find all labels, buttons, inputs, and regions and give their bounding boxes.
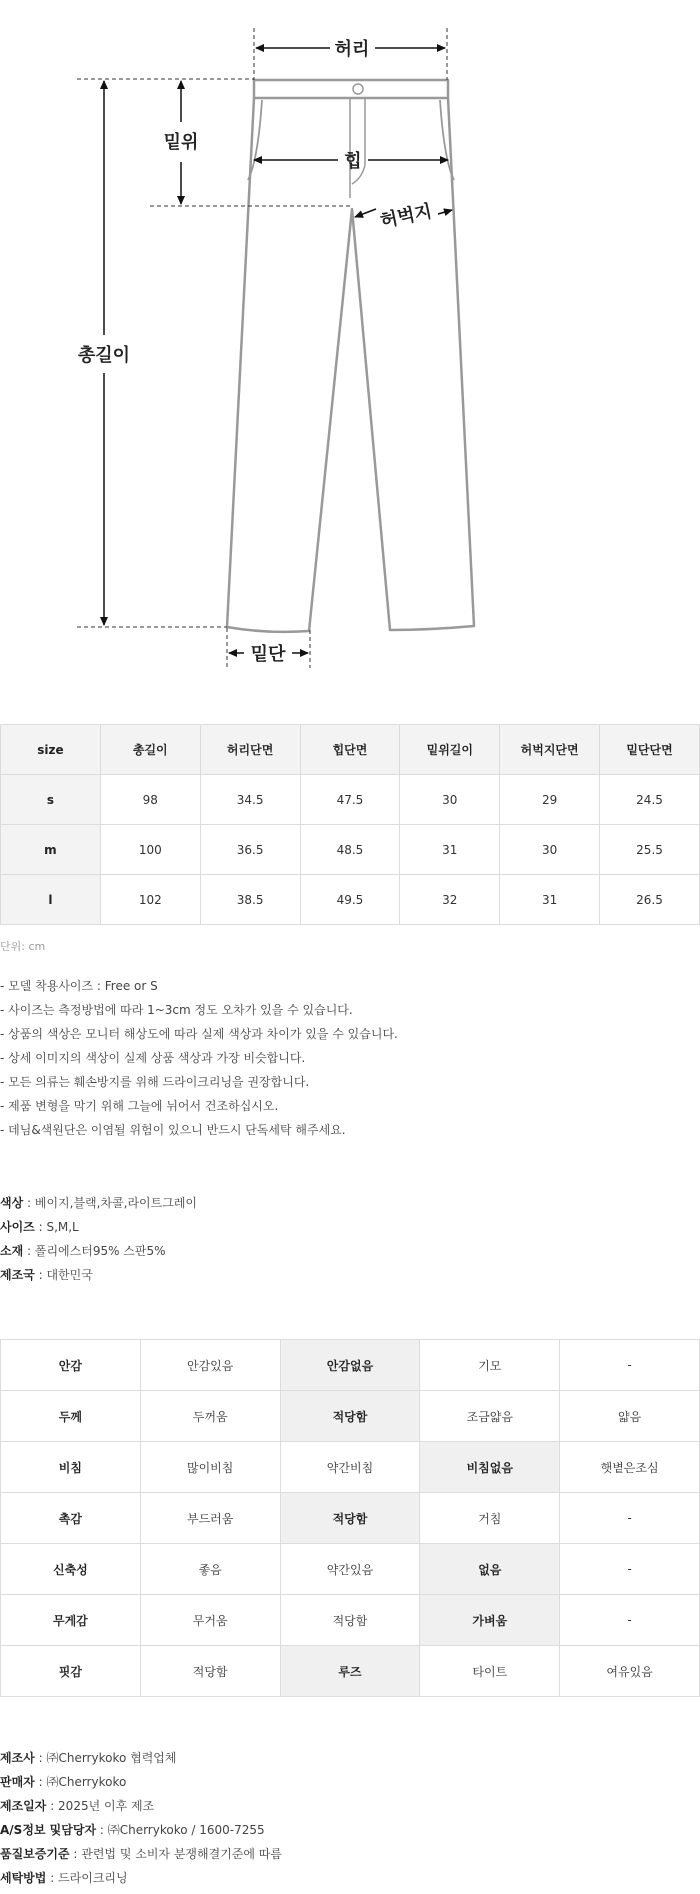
feel-category: 촉감	[1, 1493, 141, 1544]
spec-value: : S,M,L	[34, 1220, 79, 1234]
size-cell: 24.5	[600, 775, 700, 825]
feel-option: 기모	[420, 1340, 560, 1391]
feel-option-selected: 적당함	[280, 1493, 420, 1544]
info-maker	[0, 1750, 282, 1774]
table-row	[1, 775, 700, 825]
info-label: 제조사	[0, 1751, 35, 1765]
note-item: - 제품 변형을 막기 위해 그늘에 뉘어서 건조하십시오.	[0, 1099, 279, 1113]
label-total-length: 총길이	[77, 345, 131, 366]
size-header: 총길이	[100, 725, 200, 775]
feel-option: 부드러움	[140, 1493, 280, 1544]
label-hem: 밑단	[250, 644, 286, 665]
feel-option: 적당함	[140, 1646, 280, 1697]
feel-option: -	[560, 1340, 700, 1391]
feel-option-selected: 비침없음	[420, 1442, 560, 1493]
info-label: 제조일자	[0, 1799, 47, 1813]
feel-option-selected: 없음	[420, 1544, 560, 1595]
size-header: size	[1, 725, 101, 775]
fabric-feel-table	[0, 1339, 700, 1697]
size-cell: 34.5	[200, 775, 300, 825]
feel-option: 좋음	[140, 1544, 280, 1595]
info-quality	[0, 1846, 282, 1870]
feel-option: 햇볕은조심	[560, 1442, 700, 1493]
size-cell: 98	[100, 775, 200, 825]
table-row	[1, 1595, 700, 1646]
size-cell: 31	[500, 875, 600, 925]
feel-option: -	[560, 1595, 700, 1646]
feel-option: 무거움	[140, 1595, 280, 1646]
note-item: - 사이즈는 측정방법에 따라 1~3cm 정도 오차가 있을 수 있습니다.	[0, 1003, 353, 1017]
info-label: 세탁방법	[0, 1871, 47, 1885]
info-wash	[0, 1870, 282, 1894]
feel-category: 무게감	[1, 1595, 141, 1646]
pants-measurement-diagram	[0, 0, 700, 700]
feel-option: 얇음	[560, 1391, 700, 1442]
feel-option: 조금얇음	[420, 1391, 560, 1442]
label-rise: 밑위	[163, 132, 199, 153]
size-cell: 47.5	[300, 775, 400, 825]
size-header: 밑단단면	[600, 725, 700, 775]
note-item: - 모든 의류는 훼손방지를 위해 드라이크리닝을 권장합니다.	[0, 1075, 310, 1089]
size-name: s	[1, 775, 101, 825]
feel-category: 비침	[1, 1442, 141, 1493]
spec-value: : 폴리에스터95% 스판5%	[23, 1244, 166, 1258]
spec-size	[0, 1219, 197, 1243]
note-item: - 상품의 색상은 모니터 해상도에 따라 실제 색상과 차이가 있을 수 있습니다.	[0, 1027, 398, 1041]
table-row	[1, 875, 700, 925]
info-label: A/S정보 및담당자	[0, 1823, 97, 1837]
label-waist: 허리	[334, 39, 370, 60]
info-seller	[0, 1774, 282, 1798]
label-thigh: 허벅지	[378, 200, 434, 233]
spec-origin	[0, 1267, 197, 1291]
feel-category: 핏감	[1, 1646, 141, 1697]
table-row	[1, 1646, 700, 1697]
table-row	[1, 1442, 700, 1493]
feel-option: 적당함	[280, 1595, 420, 1646]
spec-color	[0, 1195, 197, 1219]
feel-option: 타이트	[420, 1646, 560, 1697]
spec-label: 제조국	[0, 1268, 35, 1282]
size-header: 허벅지단면	[500, 725, 600, 775]
size-cell: 29	[500, 775, 600, 825]
feel-category: 두께	[1, 1391, 141, 1442]
table-row	[1, 1493, 700, 1544]
table-row	[1, 1544, 700, 1595]
note-item: - 상세 이미지의 색상이 실제 상품 색상과 가장 비슷합니다.	[0, 1051, 306, 1065]
size-name: l	[1, 875, 101, 925]
feel-option-selected: 적당함	[280, 1391, 420, 1442]
size-cell: 30	[400, 775, 500, 825]
feel-option-selected: 가벼움	[420, 1595, 560, 1646]
table-row	[1, 1340, 700, 1391]
size-table	[0, 724, 700, 925]
info-value: : 드라이크리닝	[46, 1871, 128, 1885]
spec-value: : 대한민국	[34, 1268, 93, 1282]
size-cell: 26.5	[600, 875, 700, 925]
product-info	[0, 1750, 282, 1894]
size-header: 힙단면	[300, 725, 400, 775]
info-as	[0, 1822, 282, 1846]
spec-value: : 베이지,블랙,차콜,라이트그레이	[23, 1196, 197, 1210]
size-cell: 49.5	[300, 875, 400, 925]
feel-option-selected: 안감없음	[280, 1340, 420, 1391]
guide-lines	[77, 28, 447, 668]
size-name: m	[1, 825, 101, 875]
thigh-arrow-right	[438, 210, 452, 214]
table-row	[1, 1391, 700, 1442]
care-notes	[0, 978, 398, 1146]
size-cell: 32	[400, 875, 500, 925]
size-cell: 36.5	[200, 825, 300, 875]
note-item: - 데님&색원단은 이염될 위험이 있으니 반드시 단독세탁 해주세요.	[0, 1123, 346, 1137]
note-item: - 모델 착용사이즈 : Free or S	[0, 979, 158, 993]
info-value: : ㈜Cherrykoko 협력업체	[34, 1751, 177, 1765]
unit-note: 단위: cm	[0, 940, 46, 953]
spec-material	[0, 1243, 197, 1267]
info-label: 판매자	[0, 1775, 35, 1789]
size-header: 밑위길이	[400, 725, 500, 775]
size-cell: 31	[400, 825, 500, 875]
table-row	[1, 825, 700, 875]
feel-option: 두꺼움	[140, 1391, 280, 1442]
info-value: : ㈜Cherrykoko	[34, 1775, 127, 1789]
feel-category: 신축성	[1, 1544, 141, 1595]
feel-option: 안감있음	[140, 1340, 280, 1391]
size-table-header-row	[1, 725, 700, 775]
spec-label: 소재	[0, 1244, 24, 1258]
size-cell: 48.5	[300, 825, 400, 875]
spec-label: 색상	[0, 1196, 24, 1210]
info-value: : 2025년 이후 제조	[46, 1799, 155, 1813]
feel-option: 많이비침	[140, 1442, 280, 1493]
size-cell: 25.5	[600, 825, 700, 875]
feel-option: 거침	[420, 1493, 560, 1544]
thigh-arrow-left	[355, 209, 376, 217]
feel-option-selected: 루즈	[280, 1646, 420, 1697]
feel-option: -	[560, 1493, 700, 1544]
size-header: 허리단면	[200, 725, 300, 775]
size-cell: 100	[100, 825, 200, 875]
info-label: 품질보증기준	[0, 1847, 70, 1861]
label-hip: 힙	[344, 151, 362, 172]
size-cell: 30	[500, 825, 600, 875]
info-value: : ㈜Cherrykoko / 1600-7255	[96, 1823, 265, 1837]
feel-option: 여유있음	[560, 1646, 700, 1697]
feel-option: -	[560, 1544, 700, 1595]
info-value: : 관련법 및 소비자 분쟁해결기준에 따름	[69, 1847, 282, 1861]
measurement-arrows	[104, 48, 452, 653]
feel-option: 약간비침	[280, 1442, 420, 1493]
size-cell: 38.5	[200, 875, 300, 925]
product-specs	[0, 1195, 197, 1291]
feel-category: 안감	[1, 1340, 141, 1391]
info-date	[0, 1798, 282, 1822]
spec-label: 사이즈	[0, 1220, 35, 1234]
size-cell: 102	[100, 875, 200, 925]
feel-option: 약간있음	[280, 1544, 420, 1595]
